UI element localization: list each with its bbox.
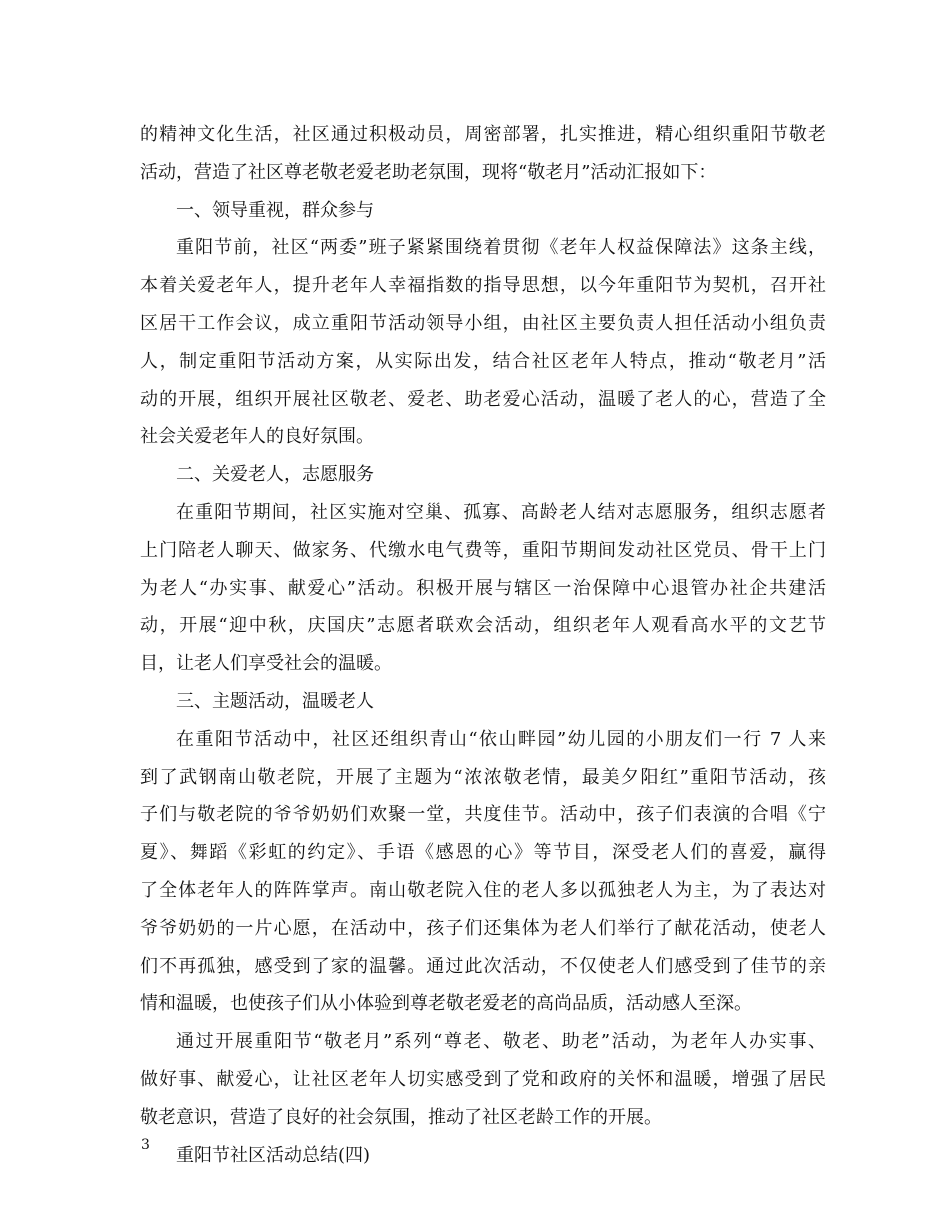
next-section-title: 重阳节社区活动总结(四)	[176, 1144, 371, 1166]
paragraph-line: 们不再孤独，感受到了家的温馨。通过此次活动，不仅使老人们感受到了佳节的亲	[140, 955, 826, 977]
paragraph-line: 情和温暖，也使孩子们从小体验到尊老敬老爱老的高尚品质，活动感人至深。	[140, 993, 752, 1015]
paragraph-line: 人，制定重阳节活动方案，从实际出发，结合社区老年人特点，推动“敬老月”活	[140, 350, 826, 372]
section-heading: 二、关爱老人，志愿服务	[176, 464, 374, 486]
paragraph-line: 重阳节前，社区“两委”班子紧紧围绕着贯彻《老年人权益保障法》这条主线，	[176, 237, 826, 259]
paragraph-line: 社会关爱老年人的良好氛围。	[140, 426, 374, 448]
paragraph-line: 区居干工作会议，成立重阳节活动领导小组，由社区主要负责人担任活动小组负责	[140, 312, 826, 334]
section-heading: 一、领导重视，群众参与	[176, 199, 374, 221]
paragraph-line: 到了武钢南山敬老院，开展了主题为“浓浓敬老情，最美夕阳红”重阳节活动，孩	[140, 766, 826, 788]
paragraph-line: 上门陪老人聊天、做家务、代缴水电气费等，重阳节期间发动社区党员、骨干上门	[140, 539, 826, 561]
document-body	[140, 116, 826, 1174]
paragraph-line: 了全体老年人的阵阵掌声。南山敬老院入住的老人多以孤独老人为主，为了表达对	[140, 879, 826, 901]
paragraph-line: 本着关爱老年人，提升老年人幸福指数的指导思想，以今年重阳节为契机，召开社	[140, 275, 826, 297]
paragraph-line: 动的开展，组织开展社区敬老、爱老、助老爱心活动，温暖了老人的心，营造了全	[140, 388, 826, 410]
paragraph-line: 做好事、献爱心，让社区老年人切实感受到了党和政府的关怀和温暖，增强了居民	[140, 1068, 826, 1090]
paragraph-line: 目，让老人们享受社会的温暖。	[140, 653, 392, 675]
paragraph-line: 通过开展重阳节“敬老月”系列“尊老、敬老、助老”活动，为老年人办实事、	[176, 1031, 826, 1053]
paragraph-line: 的精神文化生活，社区通过积极动员，周密部署，扎实推进，精心组织重阳节敬老	[140, 124, 826, 145]
section-heading: 三、主题活动，温暖老人	[176, 690, 374, 712]
paragraph-line: 动，开展“迎中秋，庆国庆”志愿者联欢会活动，组织老年人观看高水平的文艺节	[140, 615, 826, 637]
paragraph-line: 在重阳节活动中，社区还组织青山“依山畔园”幼儿园的小朋友们一行 7 人来	[176, 728, 826, 750]
paragraph-line: 活动，营造了社区尊老敬老爱老助老氛围，现将“敬老月”活动汇报如下：	[140, 161, 717, 183]
paragraph-line: 敬老意识，营造了良好的社会氛围，推动了社区老龄工作的开展。	[140, 1106, 662, 1128]
page-number: 3	[141, 1137, 150, 1153]
paragraph-line: 爷爷奶奶的一片心愿，在活动中，孩子们还集体为老人们举行了献花活动，使老人	[140, 917, 826, 939]
paragraph-line: 子们与敬老院的爷爷奶奶们欢聚一堂，共度佳节。活动中，孩子们表演的合唱《宁	[140, 804, 826, 826]
paragraph-line: 为老人“办实事、献爱心”活动。积极开展与辖区一治保障中心退管办社企共建活	[140, 577, 826, 599]
paragraph-line: 夏》、舞蹈《彩虹的约定》、手语《感恩的心》等节目，深受老人们的喜爱，赢得	[140, 842, 826, 864]
paragraph-line: 在重阳节期间，社区实施对空巢、孤寡、高龄老人结对志愿服务，组织志愿者	[176, 501, 826, 523]
